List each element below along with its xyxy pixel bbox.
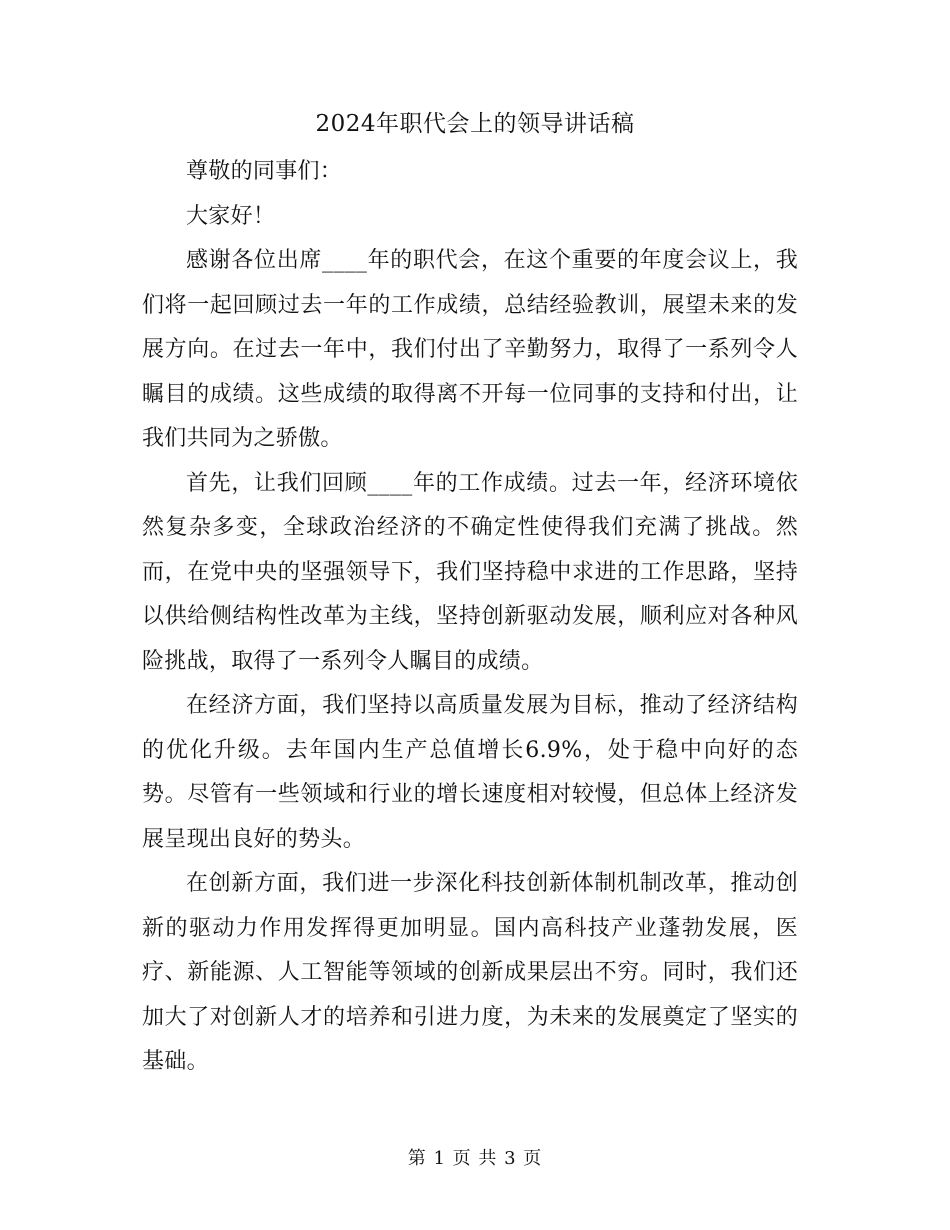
greeting: 大家好！ (186, 203, 276, 229)
page-number-footer: 第 1 页 共 3 页 (407, 1148, 543, 1169)
document-title: 2024年职代会上的领导讲话稿 (315, 111, 635, 137)
paragraph-review: 首先，让我们回顾____年的工作成绩。过去一年，经济环境依然复杂多变，全球政治经济的不确定性使得我们充满了挑战。然而，在党中央的坚强领导下，我们坚持稳中求进的工作思路，坚持以供给侧结构性改革为主线，坚持创新驱动发展，顺利应对各种风险挑战，取得了一系列令人瞩目的成绩。 (142, 470, 798, 674)
document-body (142, 150, 798, 1085)
salutation: 尊敬的同事们： (186, 159, 343, 184)
paragraph-intro: 感谢各位出席____年的职代会，在这个重要的年度会议上，我们将一起回顾过去一年的工作成绩，总结经验教训，展望未来的发展方向。在过去一年中，我们付出了辛勤努力，取得了一系列令人瞩目的成绩。这些成绩的取得离不开每一位同事的支持和付出，让我们共同为之骄傲。 (142, 248, 798, 451)
paragraph-innovation: 在创新方面，我们进一步深化科技创新体制机制改革，推动创新的驱动力作用发挥得更加明显。国内高科技产业蓬勃发展，医疗、新能源、人工智能等领域的创新成果层出不穷。同时，我们还加大了对创新人才的培养和引进力度，为未来的发展奠定了坚实的基础。 (142, 871, 798, 1074)
paragraph-economy: 在经济方面，我们坚持以高质量发展为目标，推动了经济结构的优化升级。去年国内生产总值增长6.9%，处于稳中向好的态势。尽管有一些领域和行业的增长速度相对较慢，但总体上经济发展呈现出良好的势头。 (142, 693, 798, 852)
